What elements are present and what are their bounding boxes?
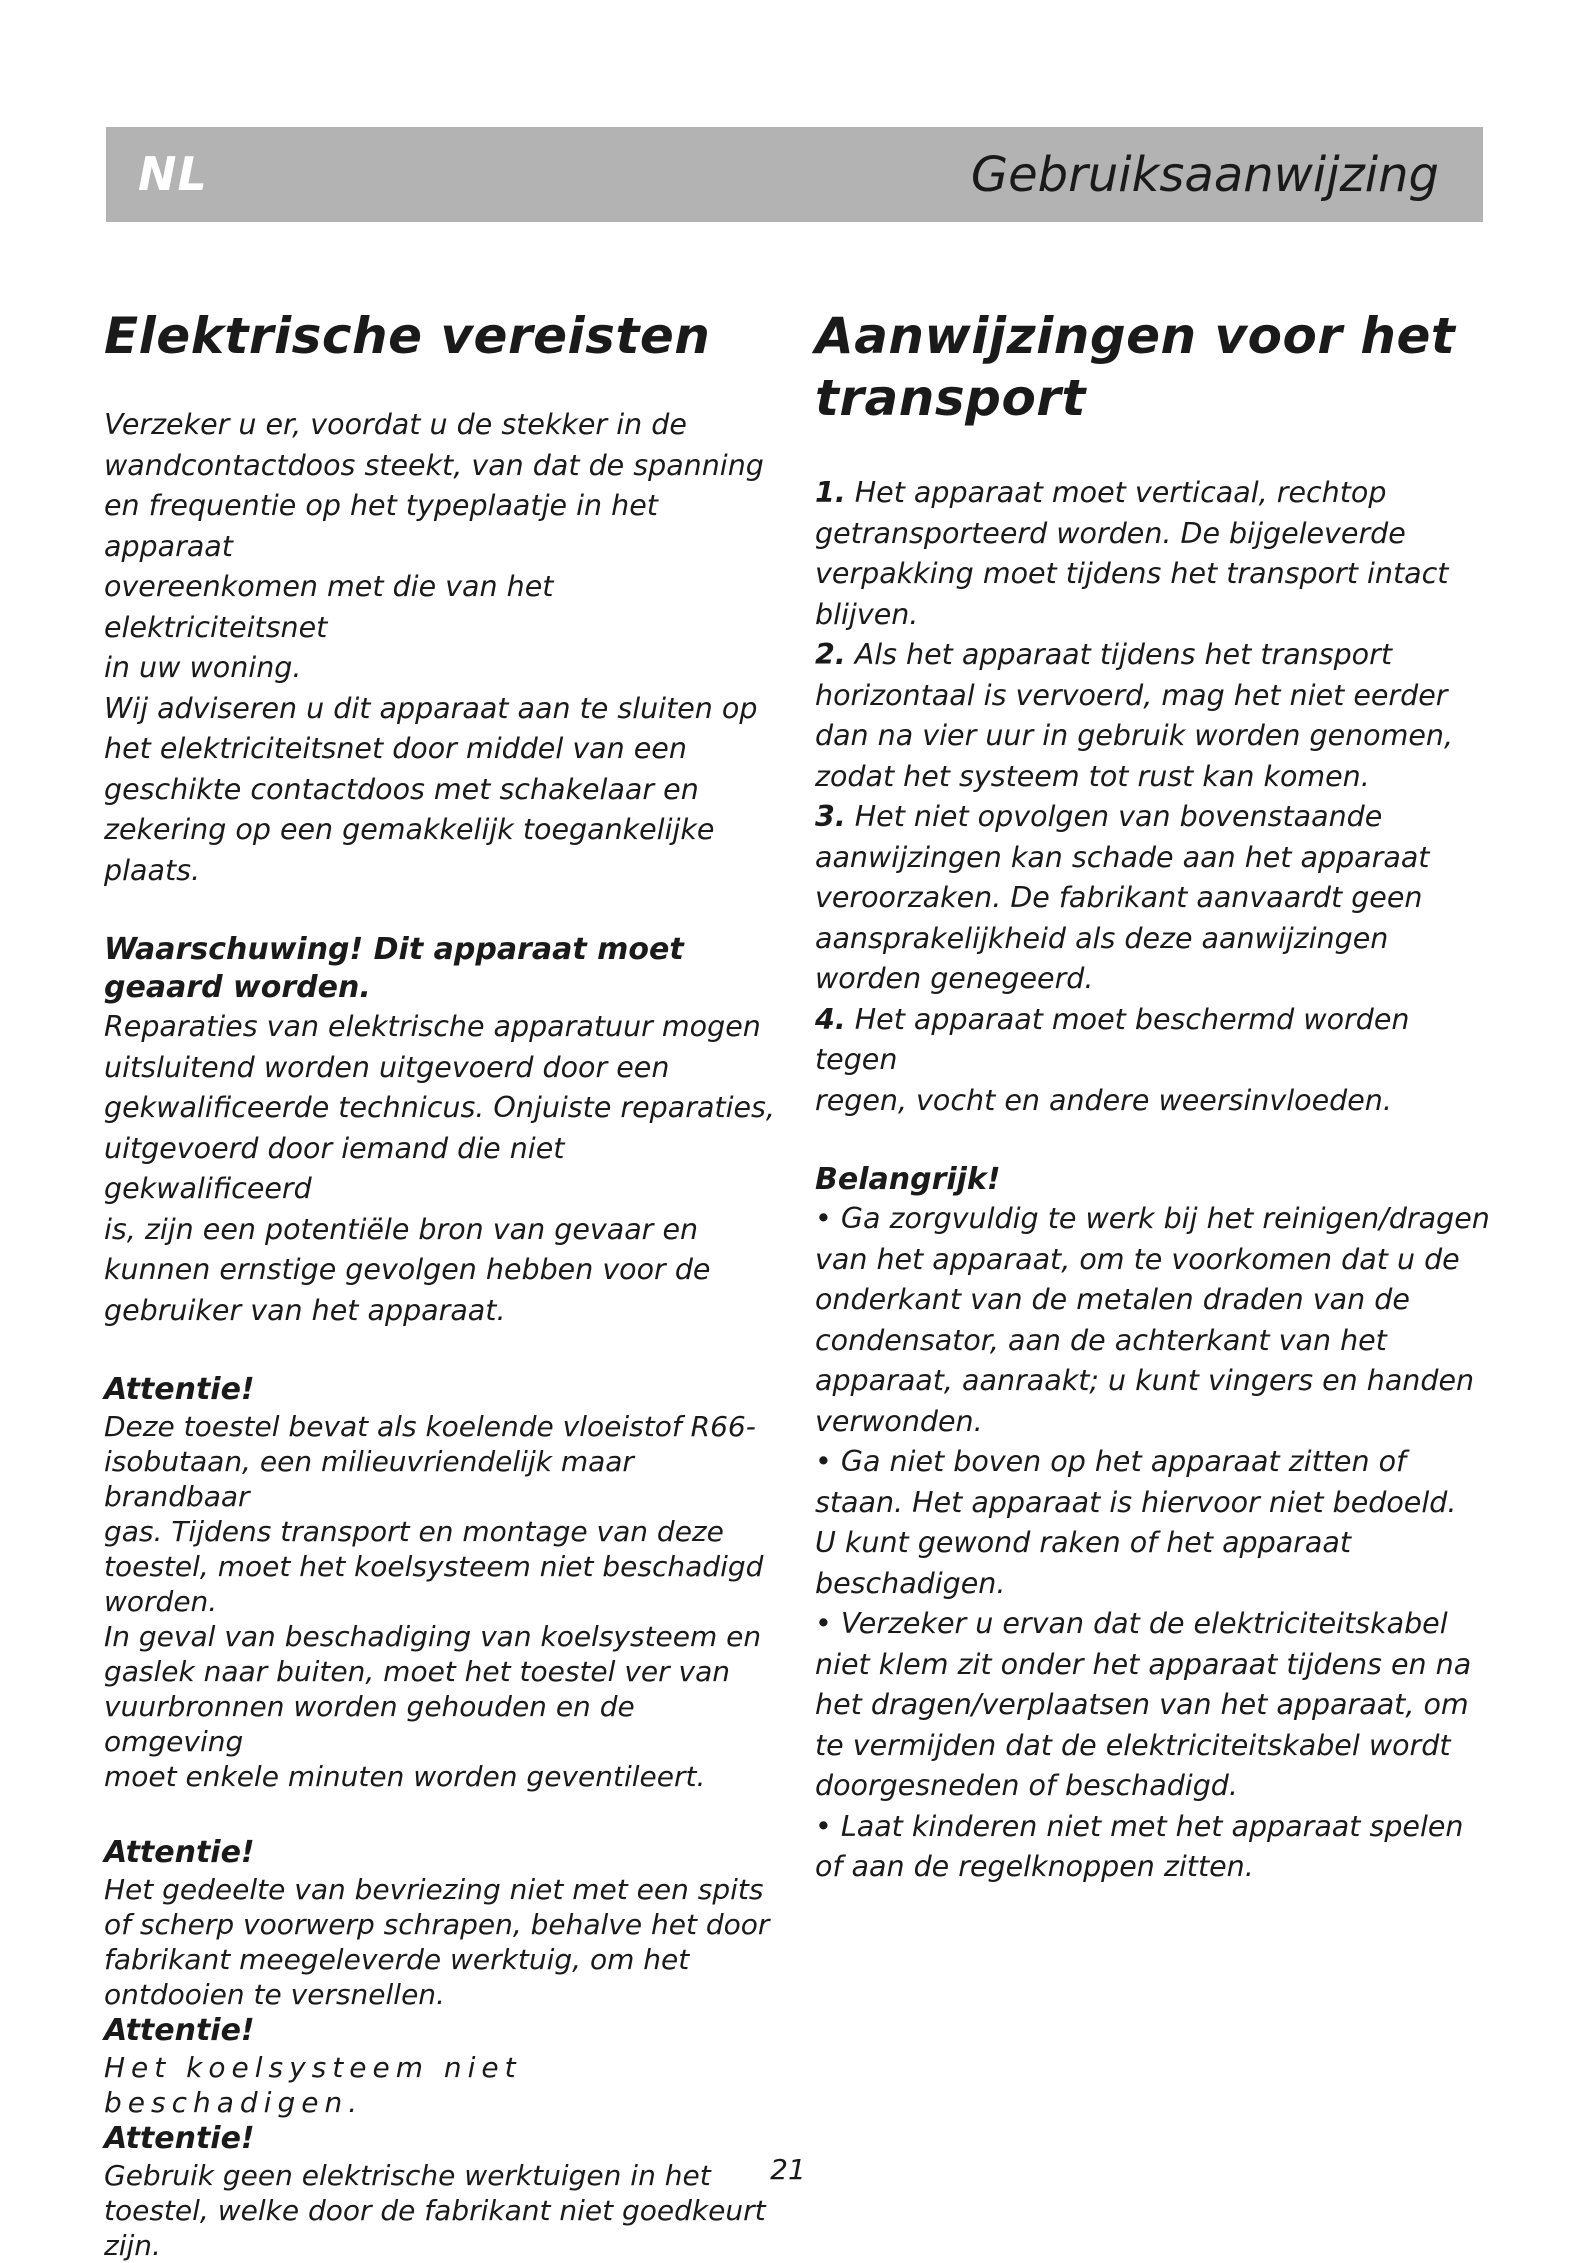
header-bar [106, 127, 1483, 222]
language-code: NL [138, 147, 208, 201]
attention-paragraph-3: Het koelsysteem niet beschadigen. [104, 2051, 522, 2119]
transport-step-3: 3. Het niet opvolgen van bovenstaande aanwijzingen kan schade aan het apparaat veroorzaken. De fabrikant aanvaardt geen aansprakelijkheid als deze aanwijzingen worden genegeerd. [815, 800, 1430, 995]
warning-heading: Waarschuwing! Dit apparaat moet geaard worden. [104, 932, 684, 1005]
page-number: 21 [770, 2153, 806, 2186]
important-bullet-1: • Ga zorgvuldig te werk bij het reinigen/dragen van het apparaat, om te voorkomen dat u de onderkant van de metalen draden van de condensator, aan de achterkant van het apparaat, aanraakt; u kunt vingers en handen verwonden. [815, 1202, 1490, 1438]
electrical-requirements-heading: Elektrische vereisten [104, 307, 711, 365]
attention-heading-1: Attentie! [104, 1372, 255, 1407]
attention-paragraph-4: Gebruik geen elektrische werktuigen in het toestel, welke door de fabrikant niet goedkeurt zijn. [104, 2159, 766, 2262]
manual-title: Gebruiksaanwijzing [970, 147, 1439, 203]
attention-heading-4: Attentie! [104, 2121, 255, 2156]
important-bullet-3: • Verzeker u ervan dat de elektriciteitskabel niet klem zit onder het apparaat tijdens en na het dragen/verplaatsen van het apparaat, om te vermijden dat de elektriciteitskabel wordt doorgesneden of beschadigd. [815, 1607, 1472, 1802]
attention-paragraph-1: Deze toestel bevat als koelende vloeistof R66- isobutaan, een milieuvriendelijk maar brandbaar gas. Tijdens transport en montage van deze toestel, moet het koelsysteem niet beschadigd worden. In geval van beschadiging van koelsysteem en gaslek naar buiten, moet het toestel ver van vuurbronnen worden gehouden en de omgeving moet enkele minuten worden geventileert. [104, 1410, 764, 1793]
intro-paragraph: Verzeker u er, voordat u de stekker in de wandcontactdoos steekt, van dat de spanning en frequentie op het typeplaatje in het apparaat overeenkomen met die van het elektriciteitsnet in uw woning. Wij adviseren u dit apparaat aan te sluiten op het elektriciteitsnet door middel van een geschikte contactdoos met schakelaar en zekering op een gemakkelijk toegankelijke plaats. [104, 408, 764, 887]
attention-paragraph-2: Het gedeelte van bevriezing niet met een spits of scherp voorwerp schrapen, behalve het door fabrikant meegeleverde werktuig, om het ontdooien te versnellen. [104, 1873, 770, 2011]
transport-heading: Aanwijzingen voor het transport [815, 307, 1456, 427]
left-column [104, 305, 776, 2263]
transport-step-2: 2. Als het apparaat tijdens het transport horizontaal is vervoerd, mag het niet eerder dan na vier uur in gebruik worden genomen, zodat het systeem tot rust kan komen. [815, 638, 1454, 793]
right-column [815, 305, 1495, 1888]
attention-heading-3: Attentie! [104, 2013, 255, 2048]
transport-step-1: 1. Het apparaat moet verticaal, rechtop getransporteerd worden. De bijgeleverde verpakking moet tijdens het transport intact blijven. [815, 476, 1449, 631]
important-bullet-2: • Ga niet boven op het apparaat zitten of staan. Het apparaat is hiervoor niet bedoeld. U kunt gewond raken of het apparaat beschadigen. [815, 1445, 1457, 1600]
warning-paragraph: Reparaties van elektrische apparatuur mogen uitsluitend worden uitgevoerd door een gekwalificeerde technicus. Onjuiste reparaties, uitgevoerd door iemand die niet gekwalificeerd is, zijn een potentiële bron van gevaar en kunnen ernstige gevolgen hebben voor de gebruiker van het apparaat. [104, 1010, 775, 1327]
important-heading: Belangrijk! [815, 1162, 1001, 1197]
attention-heading-2: Attentie! [104, 1835, 255, 1870]
important-bullet-4: • Laat kinderen niet met het apparaat spelen of aan de regelknoppen zitten. [815, 1809, 1464, 1883]
transport-step-4: 4. Het apparaat moet beschermd worden tegen regen, vocht en andere weersinvloeden. [815, 1002, 1410, 1117]
